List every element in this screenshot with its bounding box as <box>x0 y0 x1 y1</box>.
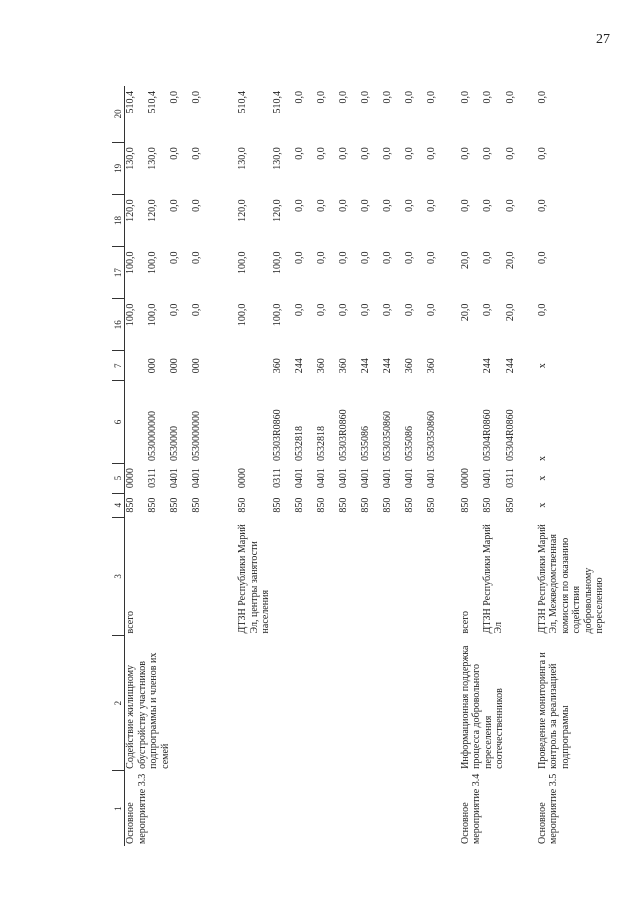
cell-c5: 0401 <box>337 468 349 489</box>
cell-c17: 0,0 <box>315 251 327 264</box>
cell-c3 <box>505 517 527 635</box>
cell-c19: 0,0 <box>481 147 493 160</box>
cell-c7 <box>125 351 148 381</box>
cell-c19: 0,0 <box>169 147 180 160</box>
cell-c6: 05304R0860 <box>481 409 493 462</box>
cell-c5: 0000 <box>237 468 248 489</box>
activity-mark: Основное мероприятие 3.4 <box>459 773 482 844</box>
cell-c16: 20,0 <box>459 303 471 322</box>
cell-c18: 0,0 <box>403 199 415 212</box>
cell-c5: 0311 <box>147 468 158 488</box>
cell-c19: 130,0 <box>125 147 136 170</box>
cell-c5: 0401 <box>403 468 415 489</box>
cell-c17: 0,0 <box>536 251 548 264</box>
cell-c17: 0,0 <box>293 251 305 264</box>
cell-c16: 100,0 <box>271 303 283 327</box>
activity-name: Информационная поддержка процесса добровольного переселения соотечественников <box>459 645 505 769</box>
cell-c20: 0,0 <box>425 91 437 104</box>
cell-c3 <box>426 517 450 635</box>
cell-c3: ДТЗН Республики Марий Эл, центры занятости населения <box>237 524 271 634</box>
cell-c6: 0530350860 <box>425 411 437 462</box>
cell-c3: всего <box>125 610 136 634</box>
cell-c6 <box>237 381 272 463</box>
cell-c16: 0,0 <box>403 303 415 317</box>
cell-c6 <box>125 381 148 463</box>
cell-c20: 0,0 <box>359 91 371 104</box>
cell-c3 <box>294 517 316 635</box>
cell-c18: 0,0 <box>459 199 471 212</box>
cell-c3: ДТЗН Республики Марий Эл <box>481 524 504 634</box>
cell-c16: 0,0 <box>536 303 548 317</box>
cell-c18: 0,0 <box>381 199 393 212</box>
cell-c5: x <box>536 475 548 481</box>
cell-c20: 0,0 <box>191 91 202 104</box>
cell-c5: 0401 <box>359 468 371 489</box>
cell-c19: 130,0 <box>147 147 158 170</box>
cell-c6: 0530000000 <box>191 411 202 462</box>
cell-c17: 0,0 <box>191 251 202 264</box>
column-header: 19 <box>112 142 125 194</box>
cell-c3 <box>360 517 382 635</box>
table-row <box>125 86 148 846</box>
cell-c4: 850 <box>315 497 327 513</box>
cell-c19: 130,0 <box>271 147 283 170</box>
cell-c5: 0311 <box>504 468 516 488</box>
cell-c7 <box>460 351 482 381</box>
cell-c7: 244 <box>381 358 393 374</box>
cell-c5: 0311 <box>271 468 283 488</box>
cell-c6: 0530000 <box>169 426 180 462</box>
cell-c20: 0,0 <box>381 91 393 104</box>
cell-c17: 100,0 <box>271 251 283 274</box>
cell-c3 <box>147 517 169 635</box>
column-header: 18 <box>112 194 125 246</box>
cell-c16: 100,0 <box>147 303 158 327</box>
cell-c4: 850 <box>481 497 493 513</box>
cell-c6: 05304R0860 <box>504 409 516 462</box>
cell-c6: 0535086 <box>403 426 415 462</box>
cell-c20: 0,0 <box>481 91 493 104</box>
cell-c3 <box>338 517 360 635</box>
cell-c18: 0,0 <box>504 199 516 212</box>
cell-c4: 850 <box>191 497 202 513</box>
cell-c19: 0,0 <box>504 147 516 160</box>
cell-c4: 850 <box>381 497 393 513</box>
cell-c4: 850 <box>337 497 349 513</box>
cell-c6: 0530350860 <box>381 411 393 462</box>
cell-c20: 510,4 <box>125 91 136 114</box>
cell-c18: 0,0 <box>337 199 349 212</box>
cell-c19: 0,0 <box>425 147 437 160</box>
activity-name: Содействие жилищному обустройству участников подпрограммы и членов их семей <box>125 652 171 769</box>
cell-c17: 100,0 <box>237 251 248 274</box>
cell-c18: 0,0 <box>191 199 202 212</box>
cell-c17: 0,0 <box>403 251 415 264</box>
cell-c19: 0,0 <box>536 147 548 160</box>
column-header: 20 <box>112 86 125 142</box>
cell-c6: 0532818 <box>293 426 305 462</box>
cell-c6 <box>460 381 482 463</box>
cell-c4: 850 <box>359 497 371 513</box>
cell-c7: 360 <box>315 358 327 374</box>
cell-c5: 0401 <box>481 468 493 489</box>
cell-c4: 850 <box>169 497 180 513</box>
cell-c20: 510,4 <box>271 91 283 114</box>
column-header: 16 <box>112 299 125 351</box>
cell-c19: 0,0 <box>403 147 415 160</box>
cell-c19: 0,0 <box>337 147 349 160</box>
cell-c19: 0,0 <box>359 147 371 160</box>
activity-mark: Основное мероприятие 3.3 <box>125 773 148 844</box>
cell-c4: 850 <box>504 497 516 513</box>
cell-c17: 20,0 <box>459 251 471 269</box>
cell-c18: 120,0 <box>237 199 248 222</box>
cell-c6: 05303R0860 <box>337 409 349 462</box>
cell-c16: 0,0 <box>191 303 202 317</box>
cell-c16: 100,0 <box>125 303 136 327</box>
table-body <box>125 86 606 846</box>
cell-c20: 0,0 <box>293 91 305 104</box>
cell-c18: 0,0 <box>481 199 493 212</box>
block-spacer <box>527 86 537 846</box>
cell-c7: 000 <box>191 358 202 374</box>
cell-c16: 0,0 <box>293 303 305 317</box>
cell-c4: 850 <box>459 497 471 513</box>
cell-c20: 0,0 <box>459 91 471 104</box>
cell-c18: 0,0 <box>315 199 327 212</box>
cell-c19: 0,0 <box>459 147 471 160</box>
cell-c19: 0,0 <box>315 147 327 160</box>
cell-c7: 244 <box>293 358 305 374</box>
cell-c5: 0401 <box>169 468 180 489</box>
cell-c7: 244 <box>359 358 371 374</box>
cell-c4: 850 <box>271 497 283 513</box>
table-row <box>460 86 482 846</box>
cell-c17: 100,0 <box>147 251 158 274</box>
cell-c7 <box>237 351 272 381</box>
cell-c18: 0,0 <box>425 199 437 212</box>
column-header: 1 <box>112 771 125 846</box>
activity-name: Проведение мониторинга и контроль за реализацией подпрограммы <box>536 652 571 769</box>
cell-c7: 244 <box>504 358 516 374</box>
cell-c16: 0,0 <box>481 303 493 317</box>
cell-c3: ДТЗН Республики Марий Эл, Межведомственная комиссия по оказанию содействия добровольному переселению <box>536 524 605 634</box>
rotated-table-container <box>112 86 605 846</box>
cell-c18: 0,0 <box>293 199 305 212</box>
cell-c18: 120,0 <box>125 199 136 222</box>
cell-c7: 360 <box>271 358 283 374</box>
cell-c18: 0,0 <box>359 199 371 212</box>
cell-c17: 0,0 <box>337 251 349 264</box>
cell-c4: 850 <box>293 497 305 513</box>
cell-c5: 0401 <box>315 468 327 489</box>
cell-c4: 850 <box>237 497 248 513</box>
cell-c5: 0000 <box>459 468 471 489</box>
cell-c19: 0,0 <box>381 147 393 160</box>
cell-c18: 0,0 <box>536 199 548 212</box>
cell-c17: 0,0 <box>359 251 371 264</box>
cell-c6: x <box>536 456 548 462</box>
cell-c7: 360 <box>403 358 415 374</box>
column-header: 2 <box>112 635 125 770</box>
cell-c20: 510,4 <box>147 91 158 114</box>
cell-c7: 000 <box>169 358 180 374</box>
cell-c7: 000 <box>147 358 158 374</box>
page-number: 27 <box>596 32 610 47</box>
cell-c17: 0,0 <box>169 251 180 264</box>
cell-c5: 0401 <box>191 468 202 489</box>
cell-c20: 510,4 <box>237 91 248 114</box>
cell-c16: 0,0 <box>169 303 180 317</box>
cell-c7: x <box>536 363 548 369</box>
cell-c17: 0,0 <box>381 251 393 264</box>
cell-c20: 0,0 <box>315 91 327 104</box>
cell-c19: 0,0 <box>293 147 305 160</box>
cell-c19: 130,0 <box>237 147 248 170</box>
column-header: 6 <box>112 381 125 463</box>
cell-c7: 360 <box>337 358 349 374</box>
cell-c6: 0530000000 <box>147 411 158 462</box>
cell-c6: 0535086 <box>359 426 371 462</box>
cell-c4: 850 <box>425 497 437 513</box>
cell-c3 <box>272 517 294 635</box>
cell-c18: 120,0 <box>147 199 158 222</box>
cell-c20: 0,0 <box>536 91 548 104</box>
cell-c7: 244 <box>481 358 493 374</box>
header-row <box>112 86 125 846</box>
cell-c4: 850 <box>403 497 415 513</box>
cell-c3 <box>169 517 191 635</box>
cell-c16: 0,0 <box>425 303 437 317</box>
cell-c4: 850 <box>125 497 136 513</box>
column-header: 7 <box>112 351 125 381</box>
cell-c16: 0,0 <box>337 303 349 317</box>
cell-c16: 0,0 <box>381 303 393 317</box>
cell-c20: 0,0 <box>504 91 516 104</box>
cell-c4: 850 <box>147 497 158 513</box>
column-header: 4 <box>112 493 125 517</box>
block-spacer <box>450 86 460 846</box>
cell-c20: 0,0 <box>403 91 415 104</box>
cell-c5: 0401 <box>425 468 437 489</box>
cell-c16: 0,0 <box>359 303 371 317</box>
cell-c3 <box>382 517 404 635</box>
cell-c17: 20,0 <box>504 251 516 269</box>
cell-c17: 0,0 <box>481 251 493 264</box>
cell-c6: 0532818 <box>315 426 327 462</box>
cell-c18: 0,0 <box>169 199 180 212</box>
cell-c7: 360 <box>425 358 437 374</box>
cell-c4: x <box>536 502 548 508</box>
cell-c20: 0,0 <box>337 91 349 104</box>
activity-mark: Основное мероприятие 3.5 <box>536 773 559 844</box>
cell-c5: 0401 <box>381 468 393 489</box>
table-row <box>537 86 606 846</box>
cell-c6: 05303R0860 <box>271 409 283 462</box>
cell-c19: 0,0 <box>191 147 202 160</box>
cell-c20: 0,0 <box>169 91 180 104</box>
column-header: 17 <box>112 247 125 299</box>
cell-c16: 100,0 <box>237 303 248 327</box>
cell-c17: 0,0 <box>425 251 437 264</box>
cell-c16: 20,0 <box>504 303 516 322</box>
column-header: 3 <box>112 517 125 635</box>
cell-c16: 0,0 <box>315 303 327 317</box>
cell-c5: 0401 <box>293 468 305 489</box>
cell-c3: всего <box>459 610 471 634</box>
cell-c5: 0000 <box>125 468 136 489</box>
cell-c3 <box>191 517 237 635</box>
cell-c3 <box>316 517 338 635</box>
cell-c17: 100,0 <box>125 251 136 274</box>
program-table <box>112 86 606 846</box>
cell-c3 <box>404 517 426 635</box>
cell-c18: 120,0 <box>271 199 283 222</box>
column-header: 5 <box>112 463 125 493</box>
